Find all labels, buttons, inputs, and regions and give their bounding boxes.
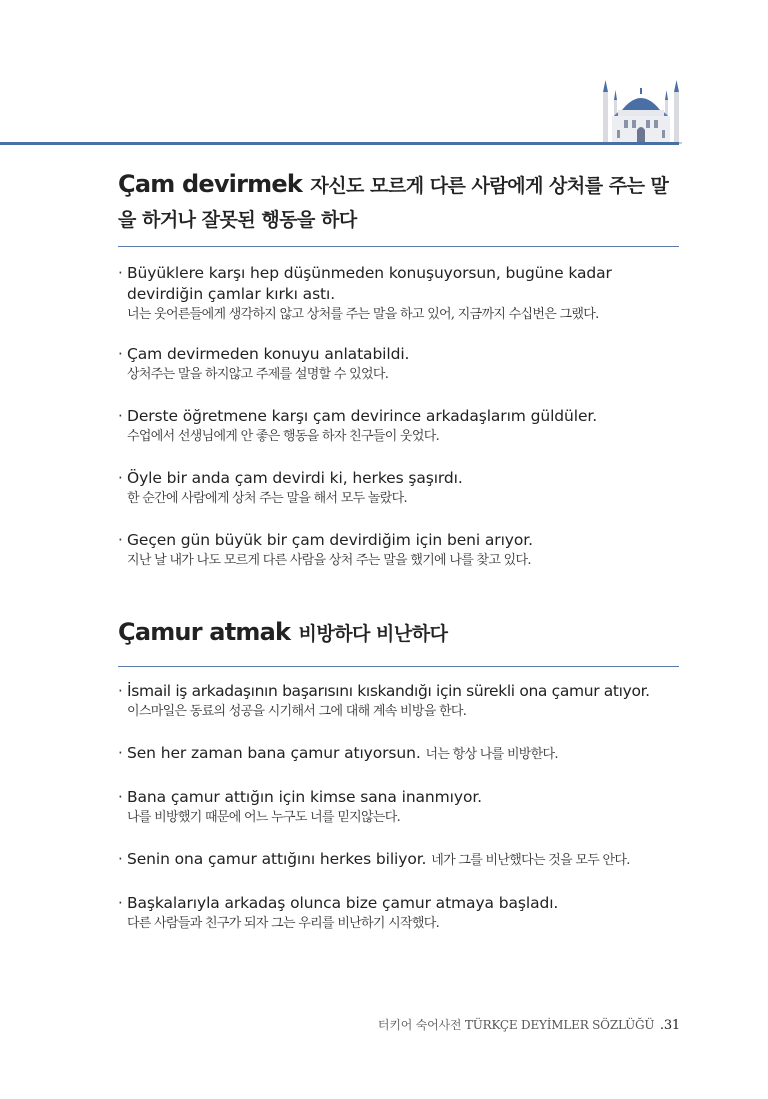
idiom-heading xyxy=(118,168,679,236)
bullet: · xyxy=(118,682,123,700)
example-turkish: Başkalarıyla arkadaş olunca bize çamur atmaya başladı. xyxy=(127,894,559,912)
example-korean: 너는 웃어른들에게 생각하지 않고 상처를 주는 말을 하고 있어, 지금까지 수십번은 그랬다. xyxy=(127,307,599,322)
idiom-term: Çam devirmek xyxy=(118,170,302,198)
example-korean: 네가 그를 비난했다는 것을 모두 안다. xyxy=(431,853,630,868)
example-turkish: Öyle bir anda çam devirdi ki, herkes şaşırdı. xyxy=(127,469,463,487)
example-korean: 나를 비방했기 때문에 어느 누구도 너를 믿지않는다. xyxy=(127,810,401,825)
example-item xyxy=(118,530,679,570)
example-korean: 이스마일은 동료의 성공을 시기해서 그에 대해 계속 비방을 한다. xyxy=(127,704,467,719)
example-turkish: Bana çamur attığın için kimse sana inanmıyor. xyxy=(127,788,482,806)
example-turkish: Sen her zaman bana çamur atıyorsun. xyxy=(127,744,421,762)
bullet: · xyxy=(118,788,123,806)
page-number: .31 xyxy=(659,1018,680,1033)
example-korean: 너는 항상 나를 비방한다. xyxy=(425,747,558,762)
example-turkish: İsmail iş arkadaşının başarısını kıskandığı için sürekli ona çamur atıyor. xyxy=(127,682,650,700)
page-number-value: 31 xyxy=(663,1018,680,1033)
bullet: · xyxy=(118,850,123,868)
section-divider xyxy=(118,246,679,247)
bullet: · xyxy=(118,894,123,912)
example-item xyxy=(118,681,679,721)
example-turkish: Derste öğretmene karşı çam devirince arkadaşlarım güldüler. xyxy=(127,407,598,425)
section-divider xyxy=(118,666,679,667)
bullet: · xyxy=(118,264,123,282)
bullet: · xyxy=(118,407,123,425)
example-line xyxy=(127,743,679,765)
example-korean: 한 순간에 사람에게 상처 주는 말을 해서 모두 놀랐다. xyxy=(127,491,407,506)
example-turkish: Büyüklere karşı hep düşünmeden konuşuyorsun, bugüne kadar devirdiğin çamlar kırkı astı. xyxy=(127,264,612,303)
bullet: · xyxy=(118,531,123,549)
example-item xyxy=(118,787,679,827)
example-korean: 지난 날 내가 나도 모르게 다른 사람을 상처 주는 말을 했기에 나를 찾고 있다. xyxy=(127,553,531,568)
idiom-heading xyxy=(118,616,679,650)
example-item xyxy=(118,406,679,446)
bullet: · xyxy=(118,469,123,487)
bullet: · xyxy=(118,345,123,363)
example-korean: 상처주는 말을 하지않고 주제를 설명할 수 있었다. xyxy=(127,367,389,382)
example-item xyxy=(118,743,679,765)
header-rule xyxy=(0,142,679,145)
idiom-term: Çamur atmak xyxy=(118,618,291,646)
example-turkish: Geçen gün büyük bir çam devirdiğim için beni arıyor. xyxy=(127,531,533,549)
example-turkish: Senin ona çamur attığını herkes biliyor. xyxy=(127,850,427,868)
idiom-meaning: 비방하다 비난하다 xyxy=(298,623,448,645)
example-korean: 다른 사람들과 친구가 되자 그는 우리를 비난하기 시작했다. xyxy=(127,916,440,931)
example-item xyxy=(118,468,679,508)
example-korean: 수업에서 선생님에게 안 좋은 행동을 하자 친구들이 웃었다. xyxy=(127,429,440,444)
bullet: · xyxy=(118,744,123,762)
mosque-illustration-icon xyxy=(600,78,682,144)
idiom-entry xyxy=(118,168,679,570)
book-title: 터키어 숙어사전 TÜRKÇE DEYİMLER SÖZLÜĞÜ xyxy=(377,1018,655,1032)
example-item xyxy=(118,263,679,324)
page-footer xyxy=(378,1016,680,1033)
idiom-entry xyxy=(118,616,679,933)
idiom-meaning: 자신도 모르게 다른 사람에게 상처를 주는 말을 하거나 잘못된 행동을 하다 xyxy=(118,175,669,231)
example-turkish: Çam devirmeden konuyu anlatabildi. xyxy=(127,345,410,363)
example-item xyxy=(118,849,679,871)
example-item xyxy=(118,893,679,933)
example-item xyxy=(118,344,679,384)
example-line xyxy=(127,849,679,871)
